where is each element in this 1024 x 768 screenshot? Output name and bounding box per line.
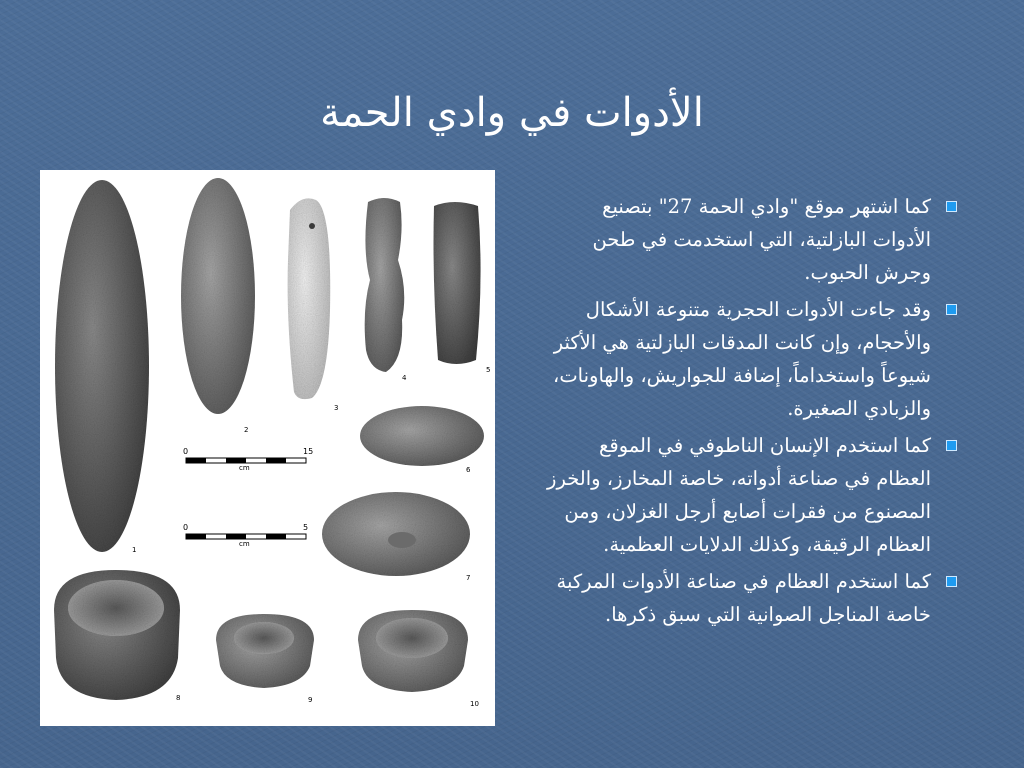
- item-number: 5: [486, 366, 491, 374]
- bullet-text: كما اشتهر موقع "وادي الحمة 27" بتصنيع الأدوات البازلتية، التي استخدمت في طحن وجرش الحبوب.: [592, 195, 931, 284]
- scale-bar-15cm: [183, 447, 313, 472]
- svg-text:0: 0: [183, 523, 189, 532]
- slide-title: الأدوات في وادي الحمة: [320, 90, 704, 136]
- item-number: 4: [402, 374, 407, 382]
- mortar-bowl: [358, 610, 468, 692]
- item-number: 6: [466, 466, 471, 474]
- mortar-small: [216, 614, 314, 688]
- bullet-item: [545, 190, 957, 289]
- quern-disc: [322, 492, 470, 576]
- square-bullet-icon: [946, 304, 957, 315]
- grinding-stone-oval: [360, 406, 484, 466]
- svg-text:15: 15: [303, 447, 314, 456]
- bullet-item: [545, 565, 957, 631]
- bullet-text: وقد جاءت الأدوات الحجرية متنوعة الأشكال والأحجام، وإن كانت المدقات البازلتية هي الأكثر شيوعاً واستخداماً، إضافة للجواريش، والهاونات، والزبادي الصغيرة.: [553, 298, 931, 420]
- bullet-text: كما استخدم العظام في صناعة الأدوات المركبة خاصة المناجل الصوانية التي سبق ذكرها.: [556, 570, 931, 626]
- item-number: 7: [466, 574, 471, 582]
- svg-text:cm: cm: [239, 540, 250, 548]
- scale-bar-5cm: [183, 523, 308, 548]
- item-number: 3: [334, 404, 339, 412]
- square-bullet-icon: [946, 201, 957, 212]
- pestle-medium: [181, 178, 255, 414]
- bullet-text: كما استخدم الإنسان الناطوفي في الموقع العظام في صناعة أدواته، خاصة المخارز، والخرز المصنوع من فقرات أصابع أرجل الغزلان، ومن العظام الرقيقة، وكذلك الدلايات العظمية.: [547, 434, 931, 556]
- pestle-narrow: [365, 198, 405, 372]
- bullet-item: [545, 293, 957, 425]
- item-number: 8: [176, 694, 181, 702]
- stone-tools-figure: [40, 170, 495, 726]
- item-number: 9: [308, 696, 313, 704]
- bullet-item: [545, 429, 957, 561]
- pestle-large: [55, 180, 149, 552]
- item-number: 2: [244, 426, 249, 434]
- pestle-cylinder: [434, 202, 481, 364]
- pestle-light: [288, 198, 331, 399]
- item-number: 10: [470, 700, 479, 708]
- svg-text:5: 5: [303, 523, 309, 532]
- svg-text:cm: cm: [239, 464, 250, 472]
- item-number: 1: [132, 546, 137, 554]
- square-bullet-icon: [946, 576, 957, 587]
- svg-text:0: 0: [183, 447, 189, 456]
- bullet-list: [545, 190, 957, 635]
- square-bullet-icon: [946, 440, 957, 451]
- mortar-large: [54, 570, 180, 700]
